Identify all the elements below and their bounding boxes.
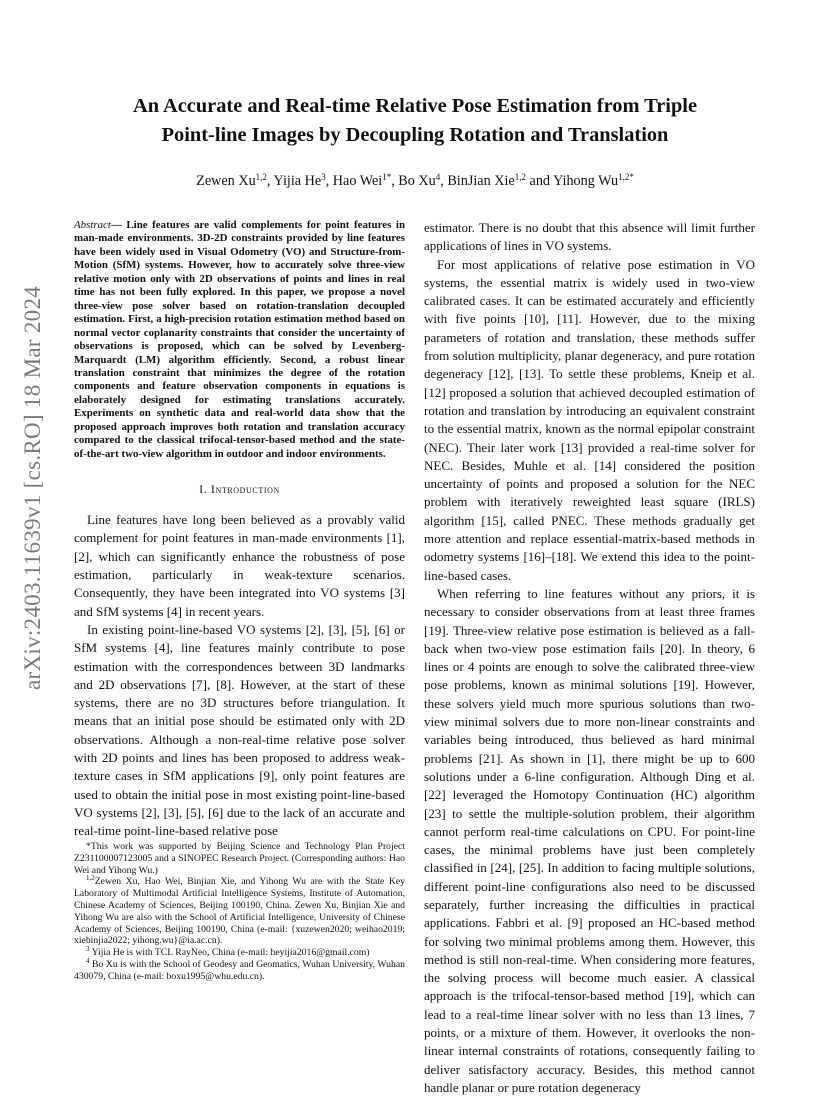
author-affiliation-mark: 1,2* <box>618 172 634 182</box>
body-paragraph: Line features have long been believed as a provably valid complement for point features in man-made environments [1], [2], which can significantly enhance the robustness of pose estimation, particularly in weak-texture scenarios. Consequently, they have been integrated into VO systems [3] and SfM systems [4] in recent years. <box>74 512 405 619</box>
author-conjunction: and <box>529 173 551 189</box>
footnote-mark: 3 <box>86 945 90 954</box>
body-paragraph: When referring to line features without any priors, it is necessary to consider observations from at least three frames [19]. Three-view relative pose estimation is believed as a fall-back when two-view pose estimation fails [20]. In theory, 6 lines or 4 points are enough to solve the calibrated three-view pose problems, known as minimal solutions [19]. However, these solvers yield much more spurious solutions than two-view minimal solvers due to more non-linear constraints and variables being introduced, thus believed as hard minimal problems [21]. As shown in [1], there might be up to 600 solutions under a 6-line configuration. Although Ding et al. [22] leveraged the Homotopy Continuation (HC) algorithm [23] to settle the multiple-solution problem, their algorithm cannot perform real-time calculations on CPU. For point-line cases, the minimal problems have just been completely classified in [24], [25]. In addition to facing multiple solutions, different point-line configurations also need to be discussed separately, further increasing the difficulties in practical applications. Fabbri et al. [9] proposed an HC-based method for solving two minimal problems among them. However, this method is still non-real-time. When considering more features, the solving process will become much easier. A classical approach is the trifocal-tensor-based method [19], which can lead to a real-time linear solver with no less than 13 lines, 7 points, or a mixture of them. However, it overlooks the non-linear internal constraints of rotations, consequently failing to deliver satisfactory accuracy. Besides, this method cannot handle planar or pure rotation degeneracy <box>424 585 755 1095</box>
abstract-text: — Line features are valid complements for point features in man-made environments. 3D-2D constraints provided by line features have been widely used in Visual Odometry (VO) and Structure-from-Motion (SfM) systems. However, how to accurately solve three-view relative motion only with 2D observations of points and lines in real time has not been fully explored. In this paper, we propose a novel three-view pose solver based on rotation-translation decoupled estimation. First, a high-precision rotation estimation method based on normal vector coplanarity constraints that consider the uncertainty of observations is proposed, which can be solved by Levenberg-Marquardt (LM) algorithm efficiently. Second, a robust linear translation constraint that minimizes the degree of the rotation components and feature observation components in equations is elaborately designed for estimating translations accurately. Experiments on synthetic data and real-world data show that the proposed approach improves both rotation and translation accuracy compared to the classical trifocal-tensor-based method and the state-of-the-art two-view algorithm in outdoor and indoor environments. <box>74 219 405 460</box>
footnote-mark: 1,2 <box>86 874 95 883</box>
author-name: BinJian Xie <box>447 173 515 189</box>
paper-title <box>70 92 760 150</box>
footnote-mark: 4 <box>86 956 90 965</box>
title-line: Point-line Images by Decoupling Rotation and Translation <box>161 124 669 146</box>
section-heading: I. Introduction <box>199 482 280 497</box>
body-paragraph: estimator. There is no doubt that this absence will limit further applications of lines in VO systems. <box>424 220 755 254</box>
author-name: Zewen Xu <box>196 173 256 189</box>
footnote: *This work was supported by Beijing Science and Technology Plan Project Z231100007123005 and a SINOPEC Research Project. (Corresponding authors: Hao Wei and Yihong Wu.) <box>74 841 405 876</box>
body-paragraph: In existing point-line-based VO systems [2], [3], [5], [6] or SfM systems [4], line features mainly contribute to pose estimation with the correspondences between 3D landmarks and 2D observations [7], [8]. However, at the start of these systems, there are no 3D structures before triangulation. It means that an initial pose should be estimated only with 2D observations. Although a non-real-time relative pose solver with 2D points and lines has been proposed to address weak-texture cases in SfM applications [9], only point features are used to obtain the initial pose in most existing point-line-based VO systems [2], [3], [5], [6] due to the lack of an accurate and real-time point-line-based relative pose <box>74 621 405 839</box>
author-list: Zewen Xu$^{1,2}$, Yijia He$^3$, Hao Wei$^{1*}$, Bo Xu$^4$, BinJian Xie$^{1,2}$ and Yihong $Wu^{1,2*}$ <box>196 172 634 189</box>
author-name: Hao Wei <box>332 173 383 189</box>
right-column <box>424 219 755 1097</box>
arxiv-identifier-stamp: arXiv:2403.11639v1 [cs.RO] 18 Mar 2024 <box>20 285 45 690</box>
abstract <box>74 219 405 461</box>
author-name: Yijia He <box>273 173 322 189</box>
author-affiliation-mark: 1,2 <box>255 172 267 182</box>
footnote <box>74 956 406 983</box>
footnotes <box>74 841 405 983</box>
footnote-text: Yijia He is with TCL RayNeo, China (e-mail: heyijia2016@gmail.com) <box>91 947 370 959</box>
author-affiliation-mark: 3 <box>321 172 326 182</box>
title-line: An Accurate and Real-time Relative Pose Estimation from Triple <box>132 95 698 117</box>
author-name: Bo Xu <box>398 173 436 189</box>
author-affiliation-mark: 1,2 <box>514 172 526 182</box>
author-affiliation-mark: 1* <box>382 172 392 182</box>
abstract-label: Abstract <box>74 219 111 231</box>
footnote <box>74 947 405 959</box>
author-affiliation-mark: 4 <box>435 172 441 182</box>
footnote <box>74 876 405 947</box>
body-paragraph: For most applications of relative pose estimation in VO systems, the essential matrix is widely used in two-view calibrated cases. It can be estimated accurately and efficiently with five points [10], [11]. However, due to the mixing parameters of rotation and translation, these methods suffer from solution multiplicity, planar degeneracy, and pure rotation degeneracy [12], [13]. To settle these problems, Kneip et al. [12] proposed a solution that achieved decoupled estimation of rotation and translation by introducing an equivalent constraint to the essential matrix, known as the normal epipolar constraint (NEC). Their later work [13] provided a real-time solver for NEC. Besides, Muhle et al. [14] considered the position uncertainty of points and proposed a solution for the NEC problem with iteratively reweighted least square (IRLS) algorithm [15], called PNEC. These methods gradually get more attention and replace essential-matrix-based methods in odometry systems [16]–[18]. We extend this idea to the point-line-based cases. <box>424 256 755 583</box>
author-name: Yihong Wu <box>553 173 619 189</box>
left-column <box>74 219 405 841</box>
footnote-text: Zewen Xu, Hao Wei, Binjian Xie, and Yihong Wu are with the State Key Laboratory of Multimodal Artificial Intelligence Systems, Institute of Automation, Chinese Academy of Sciences, Beijing 100190, China. Zewen Xu, Binjian Xie and Yihong Wu are also with the School of Artificial Intelligence, University of Chinese Academy of Sciences, Beijing 100190, China (e-mail: {xuzewen2020; weihao2019; xiebinjia2022; yihong.wu}@ia.ac.cn). <box>74 876 405 947</box>
footnote-text: Bo Xu is with the School of Geodesy and Geomatics, Wuhan University, Wuhan 430079, China (e-mail: boxu1995@whu.edu.cn). <box>74 958 406 982</box>
